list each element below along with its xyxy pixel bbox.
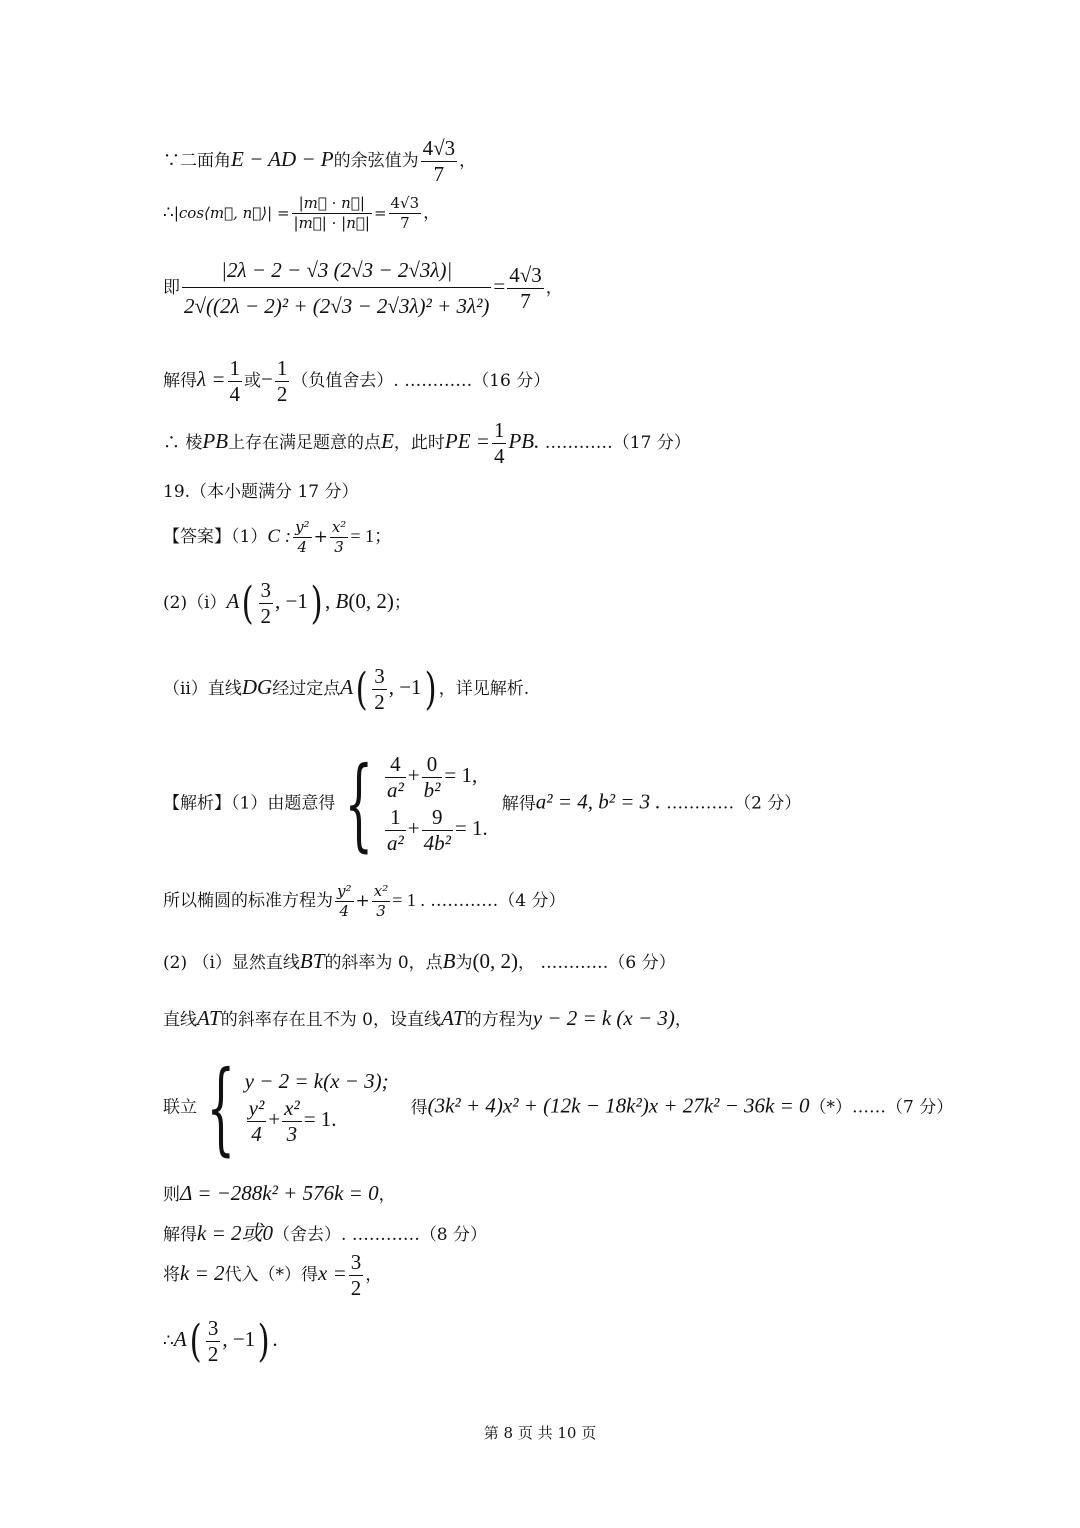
solution-line-7: 解得k = 2或0（舍去）. …………（8 分） [163, 1221, 488, 1245]
brace: { [344, 745, 374, 862]
answer-line-3: （ii）直线DG经过定点A( $\frac{3}{2}$ , −1) ，详见解析. [163, 663, 530, 715]
score-marker: …………（2 分） [666, 793, 802, 814]
solution-line-2: 所以椭圆的标准方程为 $\frac{\text{y²}}{4}$ + $\frac{\text{x²}}{3}$ = 1 . …………（4 分） [163, 882, 566, 920]
fraction: $\frac{\text{y²}}{4}$ [248, 1096, 265, 1146]
fraction: $\frac{0}{\text{b²}}$ [423, 752, 441, 802]
line-5: ∴ 棱PB上存在满足题意的点E，此时PE = $\frac{1}{4}$ PB. …………（17 分） [163, 418, 691, 468]
fraction: $\frac{3}{2}$ [374, 664, 385, 714]
score-marker: …………（4 分） [430, 891, 566, 911]
fraction: $\frac{9}{\text{4b²}}$ [423, 805, 451, 855]
fraction: $\frac{\text{y²}}{4}$ [337, 882, 352, 920]
solution-line-8: 将k = 2代入（*）得x = $\frac{3}{2}$ ， [163, 1250, 383, 1300]
fraction: $\frac{|2\lambda - 2 - √3 (2√3 - 2√3\lambda)|}{\text{2√((2λ − 2)² + (2√3 − 2√3λ)² + 3λ²)}}$ [184, 258, 490, 318]
answer-line-1: 【答案】（1）C : $\frac{\text{y²}}{4}$ + $\frac{\text{x²}}{3}$ = 1； [163, 518, 392, 556]
solution-line-1: 【解析】（1）由题意得{ $\frac{4}{\text{a²}}$ + $\frac{0}{\text{b²}}$ = 1, $\frac{1}{\text{a²}}$ + $\frac{9}{\text{4b²}}$ = 1. 解得a² = 4, b² = 3 . …………（2 分） [163, 745, 802, 862]
score-marker: …………（6 分） [540, 953, 676, 973]
solution-line-9: ∴A( $\frac{3}{2}$ , −1) . [163, 1315, 278, 1367]
solution-line-5: 联立{ y − 2 = k(x − 3); $\frac{\text{y²}}{4}$ + $\frac{\text{x²}}{3}$ = 1. 得(3k² + 4)x² + (12k − 18k²)x + 27k² − 36k = 0（*）……（7 分） [163, 1049, 954, 1166]
fraction: $\frac{4}{\text{a²}}$ [386, 752, 404, 802]
question-heading: 19.（本小题满分 17 分） [163, 482, 359, 502]
fraction: $\frac{4√3}{7}$ [390, 194, 420, 232]
fraction: $\frac{\text{x²}}{3}$ [373, 882, 389, 920]
line-4: 解得λ = $\frac{1}{4}$ 或− $\frac{1}{2}$ （负值舍去）. …………（16 分） [163, 356, 551, 406]
brace: { [206, 1049, 236, 1166]
answer-line-2: (2)（i）A( $\frac{3}{2}$ , −1) , B(0, 2)； [163, 577, 411, 629]
score-marker: …………（8 分） [351, 1225, 488, 1245]
fraction: $\frac{1}{4}$ [493, 418, 505, 468]
solution-line-6: 则Δ = −288k² + 576k = 0， [163, 1181, 396, 1205]
score-marker: …………（16 分） [404, 371, 551, 391]
equation-system: $\frac{4}{\text{a²}}$ + $\frac{0}{\text{b²}}$ = 1, $\frac{1}{\text{a²}}$ + $\frac{9}{\text{4b²}}$ = 1. [386, 752, 488, 855]
solution-line-3: (2) （i）显然直线BT的斜率为 0，点B为(0, 2)， …………（6 分） [163, 949, 676, 973]
fraction: $\frac{4√3}{7}$ [422, 136, 456, 186]
fraction: $\frac{|m⃗ \cdot n⃗|}{|m⃗| \cdot |n⃗|}$ [293, 194, 370, 232]
score-marker: …………（17 分） [544, 433, 691, 453]
equation-system: y − 2 = k(x − 3); $\frac{\text{y²}}{4}$ + $\frac{\text{x²}}{3}$ = 1. [244, 1069, 389, 1146]
fraction: $\frac{\text{y²}}{4}$ [295, 518, 310, 556]
fraction: $\frac{1}{\text{a²}}$ [386, 805, 404, 855]
page-footer: 第 8 页 共 10 页 [483, 1424, 597, 1442]
fraction: $\frac{3}{2}$ [350, 1250, 362, 1300]
fraction: $\frac{3}{2}$ [207, 1316, 219, 1366]
fraction: $\frac{\text{x²}}{3}$ [284, 1096, 300, 1146]
fraction: $\frac{\text{x²}}{3}$ [331, 518, 347, 556]
fraction: $\frac{1}{4}$ [229, 356, 241, 406]
line-1: ∵二面角E − AD − P的余弦值为 $\frac{4√3}{7}$ ， [163, 136, 477, 186]
fraction: $\frac{1}{2}$ [276, 356, 288, 406]
fraction: $\frac{3}{2}$ [260, 578, 272, 628]
solution-line-4: 直线AT的斜率存在且不为 0，设直线AT的方程为y − 2 = k (x − 3)， [163, 1006, 692, 1030]
line-2: ∴|cos⟨m⃗, n⃗⟩| = $\frac{|m⃗ \cdot n⃗|}{|m⃗| \cdot |n⃗|}$ = $\frac{4√3}{7}$ ， [163, 194, 441, 232]
fraction: $\frac{4√3}{7}$ [509, 263, 542, 313]
line-3: 即 $\frac{|2\lambda - 2 - √3 (2√3 - 2√3\lambda)|}{\text{2√((2λ − 2)² + (2√3 − 2√3λ)² + 3λ²)}}$ = $\frac{4√3}{7}$ ， [163, 258, 563, 318]
